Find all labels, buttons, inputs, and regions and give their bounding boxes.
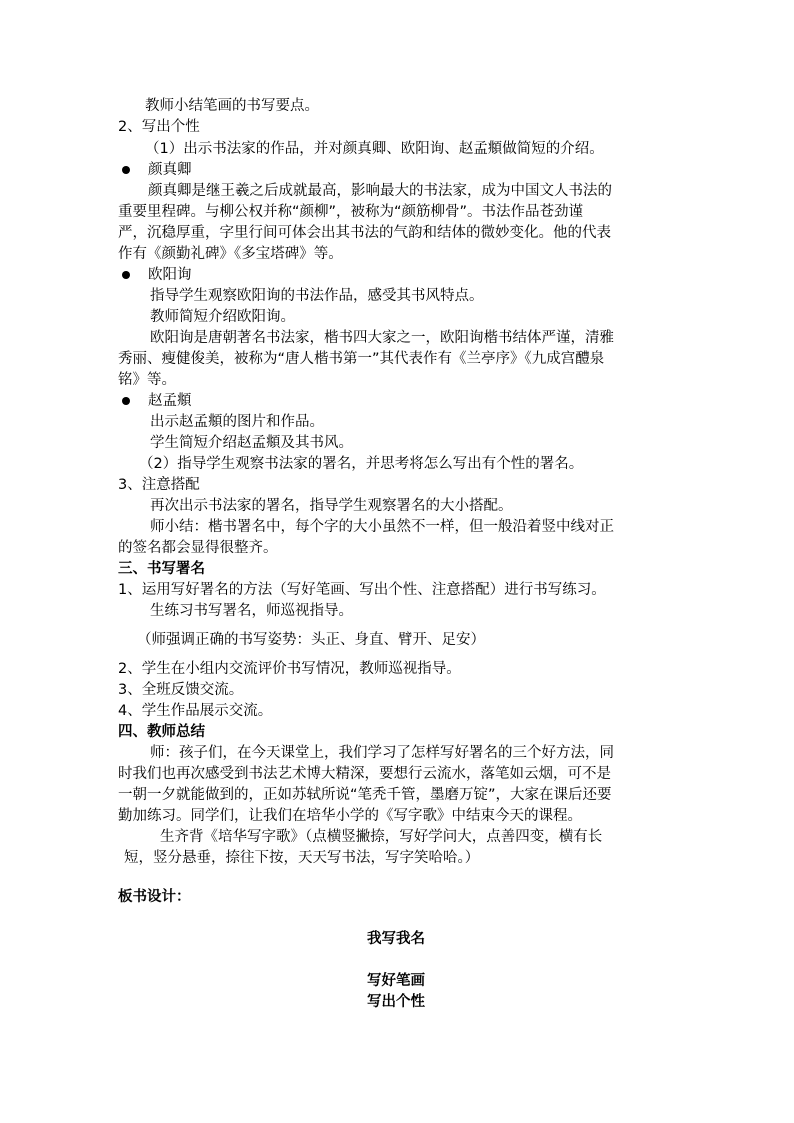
section-heading: 2、写出个性 xyxy=(118,119,200,135)
bullet-icon xyxy=(122,166,130,174)
text-line: 严，沉稳厚重，字里行间可体会出其书法的气韵和结体的微妙变化。他的代表 xyxy=(118,225,611,241)
text-line: 3、全班反馈交流。 xyxy=(118,682,244,698)
text-line: 时我们也再次感受到书法艺术博大精深，要想行云流水，落笔如云烟，可不是 xyxy=(118,766,611,782)
text-line: 重要里程碑。与柳公权并称“颜柳”，被称为“颜筋柳骨”。书法作品苍劲谨 xyxy=(118,204,584,220)
text-line: 教师简短介绍欧阳询。 xyxy=(150,309,295,325)
text-line: 出示赵孟頫的图片和作品。 xyxy=(150,414,324,430)
text-line: 生练习书写署名，师巡视指导。 xyxy=(150,603,353,619)
text-line: 师：孩子们，在今天课堂上，我们学习了怎样写好署名的三个好方法，同 xyxy=(150,745,614,761)
board-item: 写好笔画 xyxy=(367,973,425,989)
text-line: 再次出示书法家的署名，指导学生观察署名的大小搭配。 xyxy=(150,498,513,514)
text-line: 教师小结笔画的书写要点。 xyxy=(145,98,319,114)
text-line: 勤加练习。同学们，让我们在培华小学的《写字歌》中结束今天的课程。 xyxy=(118,808,582,824)
board-design-heading: 板书设计： xyxy=(118,889,191,905)
board-title: 我写我名 xyxy=(367,931,425,947)
bullet-icon xyxy=(122,397,130,405)
text-line: 2、学生在小组内交流评价书写情况，教师巡视指导。 xyxy=(118,661,461,677)
text-line: 的签名都会显得很整齐。 xyxy=(118,540,278,556)
text-line: 秀丽、瘦健俊美，被称为“唐人楷书第一”其代表作有《兰亭序》《九成宫醴泉 xyxy=(118,351,605,367)
text-line: 学生简短介绍赵孟頫及其书风。 xyxy=(150,435,353,451)
bullet-icon xyxy=(122,271,130,279)
section-heading: 3、注意搭配 xyxy=(118,477,200,493)
text-line: 作有《颜勤礼碑》《多宝塔碑》等。 xyxy=(118,246,343,262)
text-line: 师小结：楷书署名中，每个字的大小虽然不一样，但一般沿着竖中线对正 xyxy=(150,519,614,535)
text-line: 4、学生作品展示交流。 xyxy=(118,703,273,719)
text-line: 生齐背《培华写字歌》（点横竖撇捺，写好学问大，点善四变，横有长 xyxy=(160,829,603,845)
bullet-item-label: 赵孟頫 xyxy=(148,393,192,409)
text-line: （1）出示书法家的作品，并对颜真卿、欧阳询、赵孟頫做简短的介绍。 xyxy=(145,141,604,157)
text-line: （师强调正确的书写姿势：头正、身直、臂开、足安） xyxy=(137,632,485,648)
text-line: 铭》等。 xyxy=(118,372,176,388)
text-line: 欧阳询是唐朝著名书法家，楷书四大家之一，欧阳询楷书结体严谨，清雅 xyxy=(150,330,614,346)
part-heading: 四、教师总结 xyxy=(118,724,205,740)
text-line: 颜真卿是继王羲之后成就最高，影响最大的书法家，成为中国文人书法的 xyxy=(148,183,612,199)
text-line: 一朝一夕就能做到的，正如苏轼所说“笔秃千管，墨磨万锭”，大家在课后还要 xyxy=(118,787,612,803)
text-line: 1、运用写好署名的方法（写好笔画、写出个性、注意搭配）进行书写练习。 xyxy=(118,582,606,598)
bullet-item-label: 欧阳询 xyxy=(148,267,192,283)
text-line: 短，竖分悬垂，捺往下按，天天写书法，写字笑哈哈。） xyxy=(124,850,480,866)
bullet-item-label: 颜真卿 xyxy=(148,162,192,178)
part-heading: 三、书写署名 xyxy=(118,561,205,577)
text-line: （2）指导学生观察书法家的署名，并思考将怎么写出有个性的署名。 xyxy=(139,456,584,472)
board-item: 写出个性 xyxy=(367,994,425,1010)
text-line: 指导学生观察欧阳询的书法作品，感受其书风特点。 xyxy=(150,288,484,304)
